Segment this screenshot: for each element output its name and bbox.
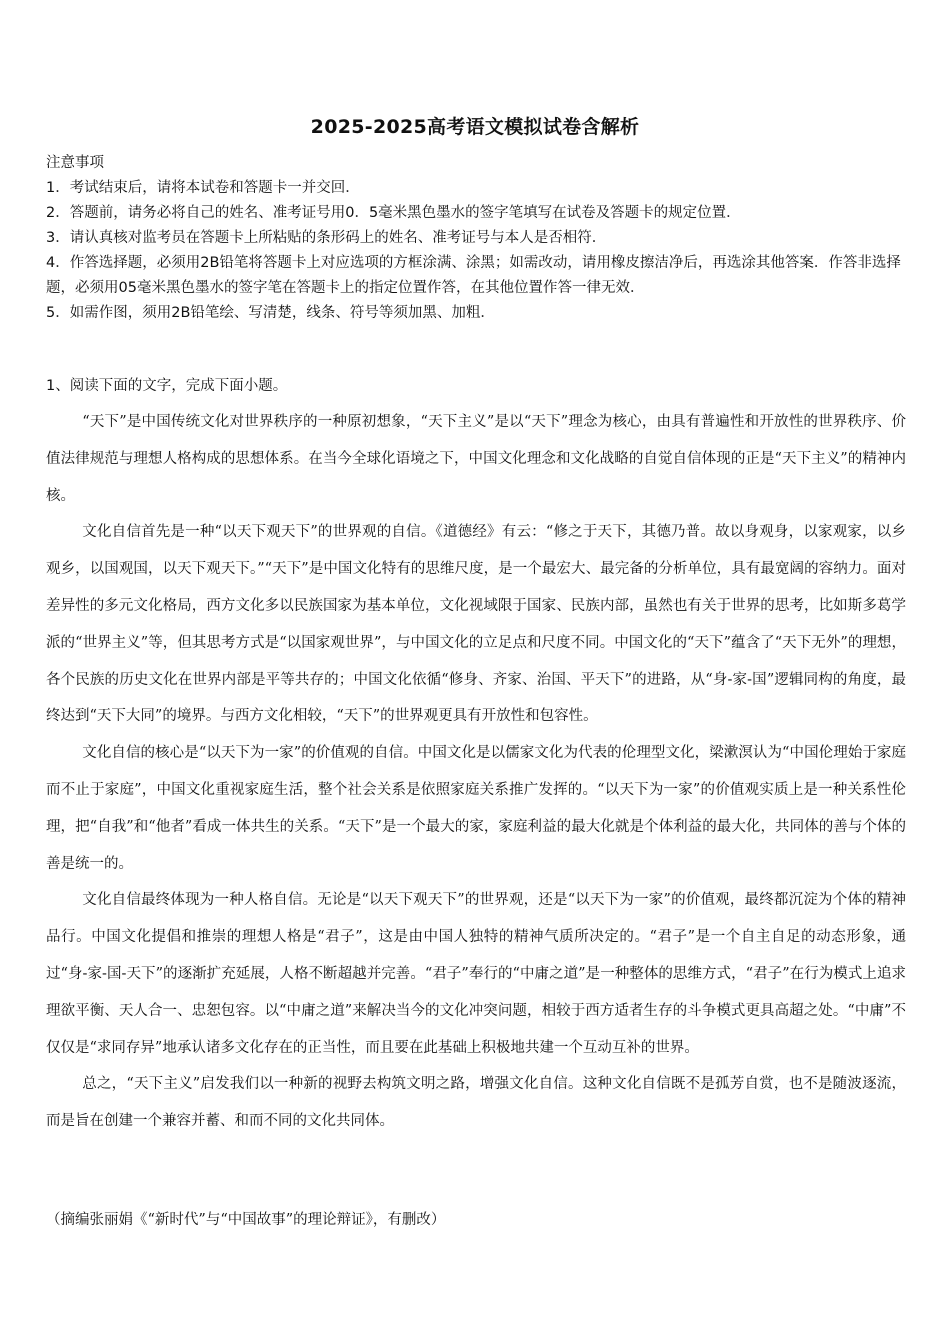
exam-title: 2025-2025高考语文模拟试卷含解析 [310, 116, 640, 138]
passage-paragraph: 文化自信的核心是“以天下为一家”的价值观的自信。中国文化是以儒家文化为代表的伦理型文化，梁漱溟认为“中国伦理始于家庭而不止于家庭”，中国文化重视家庭生活，整个社会关系是依照家庭关系推广发挥的。“以天下为一家”的价值观实质上是一种关系性伦理，把“自我”和“他者”看成一体共生的关系。“天下”是一个最大的家，家庭利益的最大化就是个体利益的最大化，共同体的善与个体的善是统一的。 [46, 745, 906, 872]
notice-heading: 注意事项 [46, 155, 104, 171]
notice-item: 4．作答选择题，必须用2B铅笔将答题卡上对应选项的方框涂满、涂黑；如需改动，请用橡皮擦洁净后，再选涂其他答案．作答非选择题，必须用05毫米黑色墨水的签字笔在答题卡上的指定位置作答，在其他位置作答一律无效． [46, 255, 901, 296]
passage-paragraph: 文化自信首先是一种“以天下观天下”的世界观的自信。《道德经》有云：“修之于天下，其德乃普。故以身观身，以家观家，以乡观乡，以国观国，以天下观天下。”“天下”是中国文化特有的思维尺度，是一个最宏大、最完备的分析单位，具有最宽阔的容纳力。面对差异性的多元文化格局，西方文化多以民族国家为基本单位，文化视域限于国家、民族内部，虽然也有关于世界的思考，比如斯多葛学派的“世界主义”等，但其思考方式是“以国家观世界”，与中国文化的立足点和尺度不同。中国文化的“天下”蕴含了“天下无外”的理想，各个民族的历史文化在世界内部是平等共存的；中国文化依循“修身、齐家、治国、平天下”的进路，从“身-家-国”逻辑同构的角度，最终达到“天下大同”的境界。与西方文化相较，“天下”的世界观更具有开放性和包容性。 [46, 524, 906, 725]
notice-item: 1．考试结束后，请将本试卷和答题卡一并交回． [46, 180, 360, 196]
source-citation: （摘编张丽娟《“新时代”与“中国故事”的理论辩证》，有删改） [46, 1212, 446, 1228]
question-intro: 1、阅读下面的文字，完成下面小题。 [46, 378, 288, 394]
reading-passage [46, 404, 906, 1140]
notice-item: 2．答题前，请务必将自己的姓名、准考证号用0．5毫米黑色墨水的签字笔填写在试卷及答题卡的规定位置． [46, 205, 741, 221]
passage-paragraph: “天下”是中国传统文化对世界秩序的一种原初想象，“天下主义”是以“天下”理念为核心，由具有普遍性和开放性的世界秩序、价值法律规范与理想人格构成的思想体系。在当今全球化语境之下，中国文化理念和文化战略的自觉自信体现的正是“天下主义”的精神内核。 [46, 414, 906, 504]
passage-paragraph: 总之，“天下主义”启发我们以一种新的视野去构筑文明之路，增强文化自信。这种文化自信既不是孤芳自赏，也不是随波逐流，而是旨在创建一个兼容并蓄、和而不同的文化共同体。 [46, 1076, 906, 1130]
notice-item: 3．请认真核对监考员在答题卡上所粘贴的条形码上的姓名、准考证号与本人是否相符． [46, 230, 607, 246]
passage-paragraph: 文化自信最终体现为一种人格自信。无论是“以天下观天下”的世界观，还是“以天下为一家”的价值观，最终都沉淀为个体的精神品行。中国文化提倡和推崇的理想人格是“君子”，这是由中国人独特的精神气质所决定的。“君子”是一个自主自足的动态形象，通过“身-家-国-天下”的逐渐扩充延展，人格不断超越并完善。“君子”奉行的“中庸之道”是一种整体的思维方式，“君子”在行为模式上追求理欲平衡、天人合一、忠恕包容。以“中庸之道”来解决当今的文化冲突问题，相较于西方适者生存的斗争模式更具高超之处。“中庸”不仅仅是“求同存异”地承认诸多文化存在的正当性，而且要在此基础上积极地共建一个互动互补的世界。 [46, 892, 906, 1056]
notice-item: 5．如需作图，须用2B铅笔绘、写清楚，线条、符号等须加黑、加粗． [46, 305, 495, 321]
notice-section [46, 151, 906, 326]
